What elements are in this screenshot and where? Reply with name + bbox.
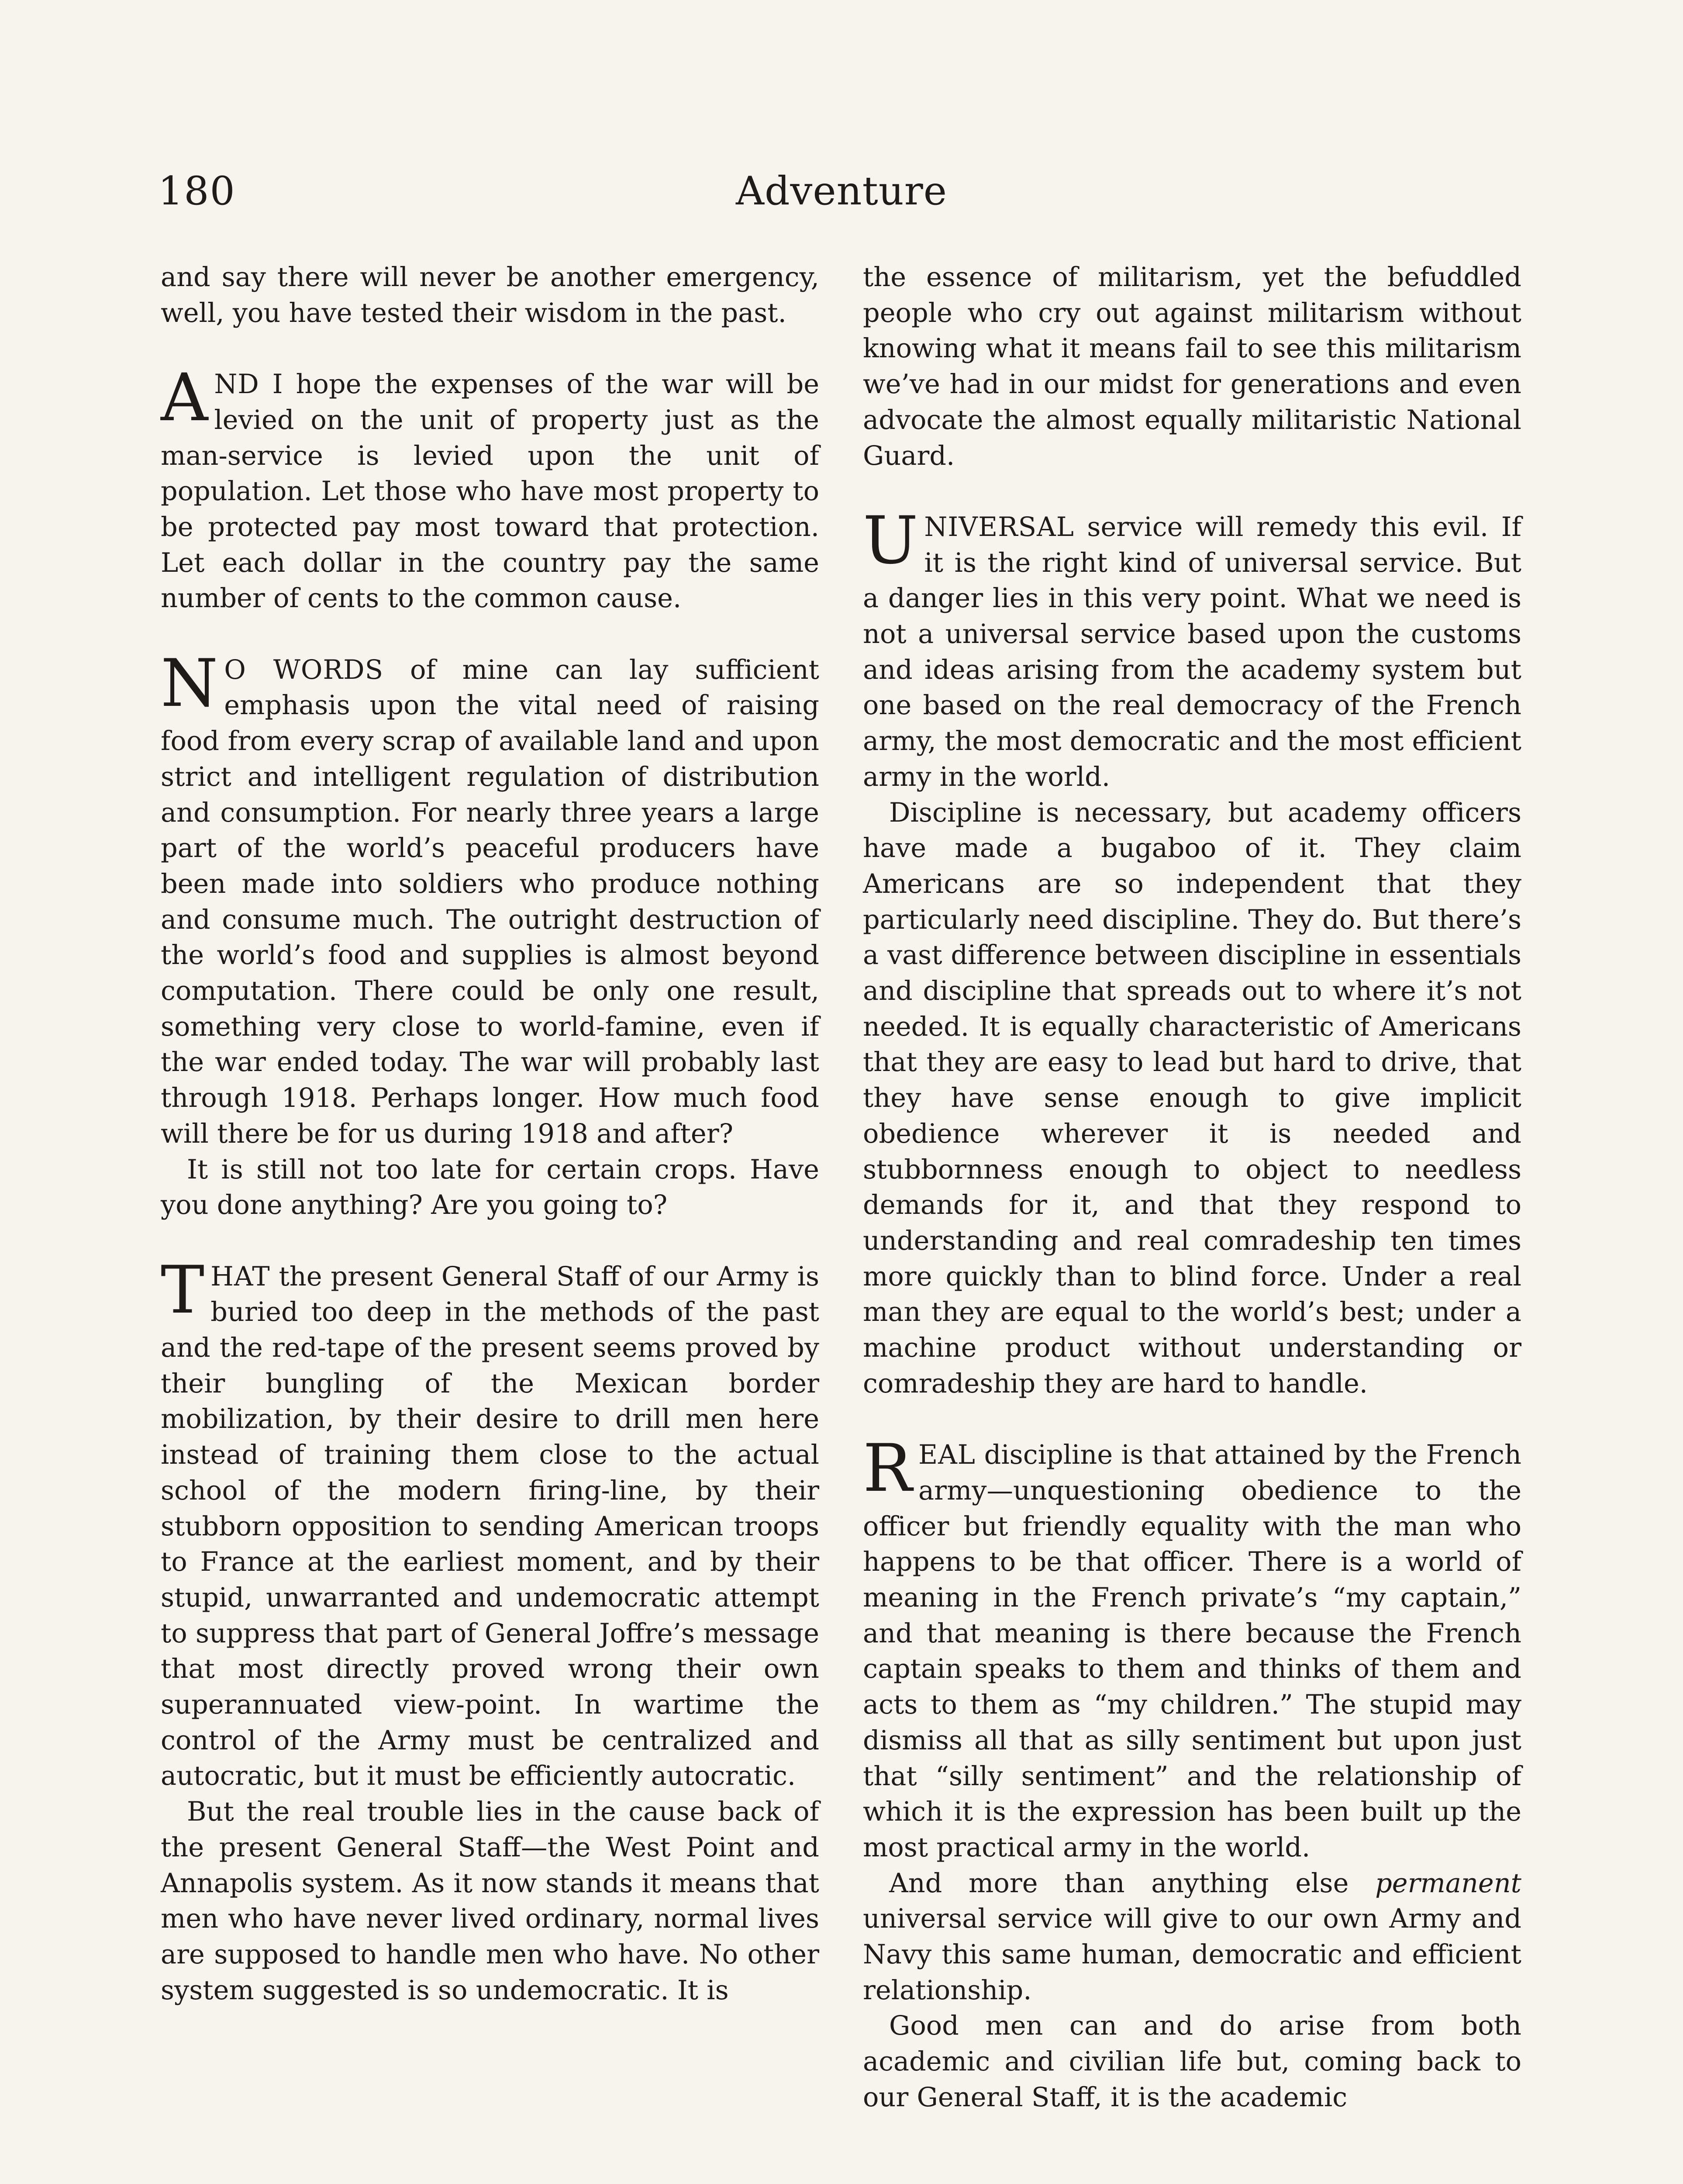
emphasis: permanent xyxy=(1375,1868,1521,1899)
section-paragraph xyxy=(863,502,1521,795)
drop-cap: A xyxy=(161,360,208,436)
lead-in: EAL xyxy=(918,1440,976,1471)
lead-in: O WORDS xyxy=(224,654,384,685)
paragraph-text: service will remedy this evil. If it is the right kind of universal service. But a danger lies in this very point. What we need is not a universal service based upon the customs and ideas arising from the academy system but one based on the real democracy of the French army, the most democratic and the most efficient army in the world. xyxy=(863,511,1521,792)
section-paragraph xyxy=(863,1431,1521,1866)
right-column xyxy=(863,260,1521,2116)
paragraph: and say there will never be another emergency, well, you have tested their wisdom in the past. xyxy=(161,262,819,328)
paragraph: Discipline is necessary, but academy officers have made a bugaboo of it. They claim Americans are so independent that they particularly need discipline. They do. But there’s a vast difference between discipline in essentials and discipline that spreads out to where it’s not needed. It is equally characteristic of Americans that they are easy to lead but hard to drive, that they have sense enough to give implicit obedience wherever it is needed and stubbornness enough to object to needless demands for it, and that they respond to understanding and real comradeship ten times more quickly than to blind force. Under a real man they are equal to the world’s best; under a machine product without understanding or comradeship they are hard to handle. xyxy=(863,797,1521,1399)
lead-in: ND xyxy=(214,369,259,400)
paragraph-text: universal service will give to our own Army and Navy this same human, democratic and efficient relationship. xyxy=(863,1904,1521,2006)
paragraph-text: of mine can lay sufficient emphasis upon the vital need of raising food from every scrap of available land and upon strict and intelligent regulation of distribution and consumption. For nearly three years a large part of the world’s peaceful producers have been made into soldiers who produce nothing and consume much. The outright destruction of the world’s food and supplies is almost beyond computation. There could be only one result, something very close to world-famine, even if the war ended today. The war will probably last through 1918. Perhaps longer. How much food will there be for us during 1918 and after? xyxy=(161,654,819,1149)
drop-cap: R xyxy=(863,1431,912,1507)
page-number: 180 xyxy=(158,168,236,214)
paragraph: the essence of militarism, yet the befuddled people who cry out against militarism without knowing what it means fail to see this militarism we’ve had in our midst for generations and even advocate the almost equally militaristic National Guard. xyxy=(863,262,1521,471)
left-column xyxy=(161,260,819,2008)
paragraph-text: I hope the expenses of the war will be levied on the unit of property just as the man-service is levied upon the unit of population. Let those who have most property to be protected pay most toward that protection. Let each dollar in the country pay the same number of cents to the common cause. xyxy=(161,369,819,614)
paragraph: Good men can and do arise from both academic and civilian life but, coming back to our General Staff, it is the academic xyxy=(863,2011,1521,2113)
paragraph-text: And more than anything else xyxy=(889,1868,1376,1899)
paragraph: But the real trouble lies in the cause back of the present General Staff—the West Point and Annapolis system. As it now stands it means that men who have never lived ordinary, normal lives are supposed to handle men who have. No other system suggested is so undemocratic. It is xyxy=(161,1797,819,2006)
drop-cap: T xyxy=(161,1252,205,1328)
paragraph-text: the present General Staff of our Army is buried too deep in the methods of the past and the red-tape of the present seems proved by their bungling of the Mexican border mobilization, by their desire to drill men here instead of training them close to the actual school of the modern firing-line, by their stubborn opposition to sending American troops to France at the earliest moment, and by their stupid, unwarranted and undemocratic attempt to suppress that part of General Joffre’s message that most directly proved wrong their own superannuated view-point. In wartime the control of the Army must be centralized and autocratic, but it must be efficiently autocratic. xyxy=(161,1261,819,1792)
paragraph: It is still not too late for certain crops. Have you done anything? Are you going to? xyxy=(161,1154,819,1221)
section-paragraph xyxy=(161,645,819,1152)
drop-cap: U xyxy=(863,502,918,579)
section-paragraph xyxy=(161,360,819,617)
lead-in: NIVERSAL xyxy=(924,511,1074,543)
paragraph-text: discipline is that attained by the French army—unquestioning obedience to the officer but friendly equality with the man who happens to be that officer. There is a world of meaning in the French private’s “my captain,” and that meaning is there because the French captain speaks to them and thinks of them and acts to them as “my children.” The stupid may dismiss all that as silly sentiment but upon just that “silly sentiment” and the relationship of which it is the expression has been built up the most practical army in the world. xyxy=(863,1440,1521,1863)
running-title: Adventure xyxy=(735,168,948,214)
lead-in: HAT xyxy=(210,1261,270,1292)
paragraph xyxy=(863,1866,1521,2009)
drop-cap: N xyxy=(161,645,218,722)
section-paragraph xyxy=(161,1252,819,1795)
